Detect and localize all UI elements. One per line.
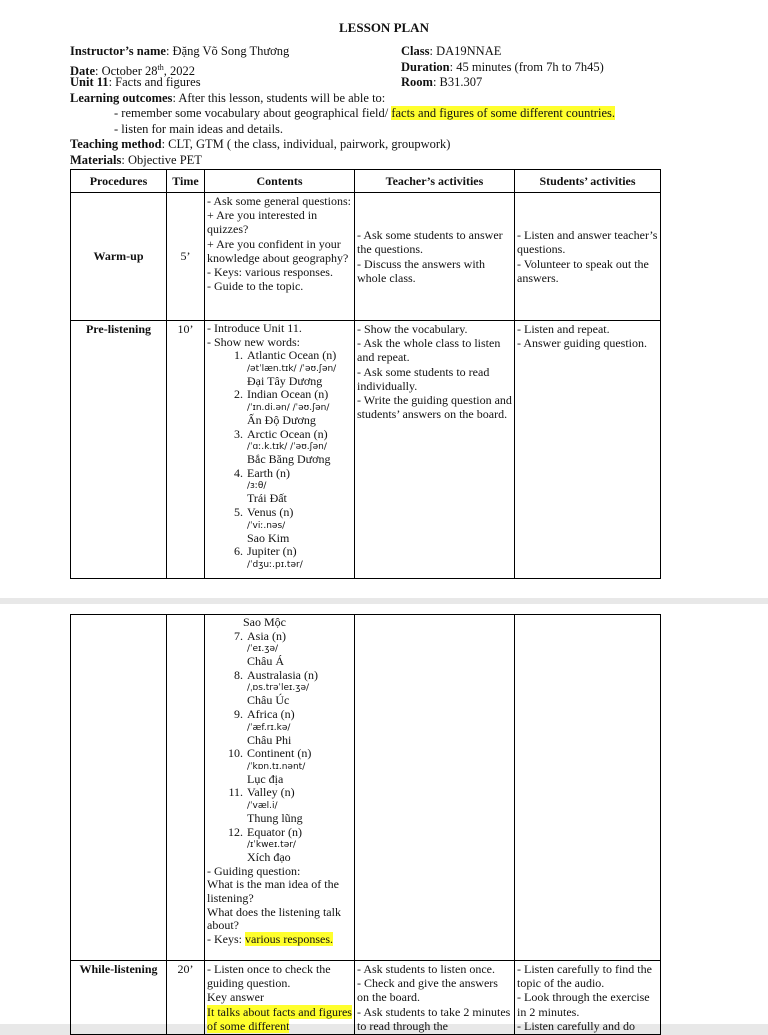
vocab-vietnamese: Ấn Độ Dương [247,412,316,427]
vocab-item [207,388,352,427]
vocab-item [207,506,352,545]
vocab-vietnamese: Đại Tây Dương [247,373,323,388]
warmup-time: 5’ [167,193,205,321]
vocab-item [207,545,352,571]
keys-line: - Keys: various responses. [207,931,333,946]
vocab-item [207,467,352,506]
prelistening-contents-cont: Sao Mộc 7. Asia (n) /ˈeɪ.ʒə/ Châu Á 8. Australasia (n) /ˌɒs.trəˈleɪ.ʒə/ Châu Úc 9. Africa (n) /ˈæf.rɪ.kə/ Châu Phi 10. Continent (n) /ˈkɒn.tɪ.nənt/ Lục địa 11. Valley (n) /ˈvæl.i/ Thung lũng 12. Equator (n) /ɪˈkweɪ.tər/ Xích đạo - Guiding question: What is the man idea of the listening? What does the listening talk about? - Keys: various responses. [205,615,355,961]
instructor-line: Instructor’s name: Đặng Võ Song Thương [70,44,290,58]
header-contents: Contents [205,170,355,193]
date-line: Date: October 28th, 2022 [70,62,195,78]
vocab-vietnamese: Châu Á [247,654,284,669]
prelistening-time: 10’ [167,321,205,579]
warmup-teacher: - Ask some students to answer the questions. - Discuss the answers with whole class. [355,193,515,321]
table-row-prelistening-cont [71,615,661,961]
vocab-number: 10. [228,746,243,761]
warmup-procedure: Warm-up [71,193,167,321]
vocab-number: 8. [234,667,243,682]
prelistening-students: - Listen and repeat. - Answer guiding question. [515,321,661,579]
vocab-word: Valley (n) [247,785,295,800]
vocab-ipa: /ˈviː.nəs/ [247,520,286,531]
vocab-word: Arctic Ocean (n) [247,426,328,441]
header-teacher: Teacher’s activities [355,170,515,193]
lesson-table-page-1 [70,169,661,579]
vocab-ipa: /ˈkɒn.tɪ.nənt/ [247,761,306,772]
vocab-item [207,630,352,669]
vocab-ipa: /ˈvæl.i/ [247,800,278,811]
duration-line: Duration: 45 minutes (from 7h to 7h45) [401,59,604,74]
vocab-item [207,786,352,825]
unit-line: Unit 11: Facts and figures [70,75,201,89]
header-time: Time [167,170,205,193]
vocab-word: Jupiter (n) [247,544,297,559]
vocab-ipa: /ˌɒs.trəˈleɪ.ʒə/ [247,683,310,694]
outcomes-line: Learning outcomes: After this lesson, students will be able to: [70,90,386,105]
vocab-number: 6. [234,544,243,559]
page-title: LESSON PLAN [339,20,429,35]
class-line: Class: DA19NNAE [401,44,502,58]
vocab-item [207,826,352,865]
vocab-number: 1. [234,348,243,363]
outcome-1: - remember some vocabulary about geographical field/ facts and figures of some different countries. [114,106,615,120]
vocab-word: Venus (n) [247,504,294,519]
table-header-row [71,170,661,193]
vocab-word: Continent (n) [247,746,312,761]
vocab-ipa: /ˈæf.rɪ.kə/ [247,722,291,733]
vocab-number: 11. [228,785,243,800]
vocab-ipa: /ɜːθ/ [247,481,267,492]
vocab-vietnamese: Trái Đất [247,491,287,506]
whilelistening-time: 20’ [167,961,205,1035]
header-students: Students’ activities [515,170,661,193]
vocab-item [207,747,352,786]
vocab-number: 2. [234,387,243,402]
vocab-number: 5. [234,504,243,519]
vocab-word: Africa (n) [247,706,295,721]
vocab-ipa: /ɪˈkweɪ.tər/ [247,840,296,851]
whilelistening-teacher: - Ask students to listen once. - Check and give the answers on the board. - Ask students to take 2 minutes to read through the [355,961,515,1035]
warmup-contents: - Ask some general questions: + Are you interested in quizzes? + Are you confident in your knowledge about geography? - Keys: various responses. - Guide to the topic. [205,193,355,321]
vocab-ipa: /ˈɑː.k.tɪk/ /ˈəʊ.ʃən/ [247,442,327,453]
whilelistening-students: - Listen carefully to find the topic of the audio. - Look through the exercise in 2 minutes. - Listen carefully and do [515,961,661,1035]
vocab-word: Indian Ocean (n) [247,387,329,402]
vocab-ipa: /ətˈlæn.tɪk/ /ˈəʊ.ʃən/ [247,363,337,374]
prelistening-contents: - Introduce Unit 11. - Show new words: 1. Atlantic Ocean (n) /ətˈlæn.tɪk/ /ˈəʊ.ʃən/ Đại Tây Dương 2. Indian Ocean (n) /ˈɪn.di.ən/ /ˈəʊ.ʃən/ Ấn Độ Dương 3. Arctic Ocean (n) /ˈɑː.k.tɪk/ /ˈəʊ.ʃən/ Bắc Băng Dương 4. Earth (n) /ɜːθ/ Trái Đất 5. Venus (n) /ˈviː.nəs/ Sao Kim 6. Jupiter (n) /ˈdʒuː.pɪ.tər/ [205,321,355,579]
vocab-number: 12. [228,824,243,839]
vocab-number: 9. [234,706,243,721]
vocab-word: Earth (n) [247,465,290,480]
whilelistening-contents: - Listen once to check the guiding question. Key answer It talks about facts and figures of some different [205,961,355,1035]
vocab-item [207,669,352,708]
table-row-warmup [71,193,661,321]
vocab-vietnamese: Xích đạo [247,850,291,865]
method-line: Teaching method: CLT, GTM ( the class, individual, pairwork, groupwork) [70,137,451,151]
vocab-vietnamese: Châu Phi [247,732,292,747]
vocab-ipa: /ˈeɪ.ʒə/ [247,644,279,655]
table-row-prelistening [71,321,661,579]
room-line: Room: B31.307 [401,75,483,89]
document-page-2 [0,604,768,1033]
lesson-table-page-2 [70,614,661,1035]
vocab-ipa: /ˈdʒuː.pɪ.tər/ [247,559,303,570]
prelistening-procedure: Pre-listening [71,321,167,579]
vocab-item [207,428,352,467]
outcome-2: - listen for main ideas and details. [114,121,284,136]
vocab-vn-cont: Sao Mộc [243,615,286,629]
table-row-whilelistening [71,961,661,1035]
vocab-number: 4. [234,465,243,480]
vocab-vietnamese: Bắc Băng Dương [247,452,331,467]
vocab-word: Equator (n) [247,824,302,839]
vocab-item [207,708,352,747]
materials-line: Materials: Objective PET [70,152,202,167]
header-procedures: Procedures [71,170,167,193]
vocab-number: 3. [234,426,243,441]
warmup-students: - Listen and answer teacher’s questions. - Volunteer to speak out the answers. [515,193,661,321]
vocab-vietnamese: Châu Úc [247,693,290,708]
vocab-number: 7. [234,628,243,643]
vocab-word: Asia (n) [247,628,286,643]
vocab-vietnamese: Lục địa [247,771,284,786]
vocab-ipa: /ˈɪn.di.ən/ /ˈəʊ.ʃən/ [247,402,330,413]
prelistening-teacher: - Show the vocabulary. - Ask the whole class to listen and repeat. - Ask some students to read individually. - Write the guiding question and students’ answers on the board. [355,321,515,579]
whilelistening-procedure: While-listening [71,961,167,1035]
vocab-item [207,349,352,388]
vocab-vietnamese: Thung lũng [247,810,303,825]
vocab-word: Atlantic Ocean (n) [247,348,337,363]
vocab-vietnamese: Sao Kim [247,530,290,545]
vocab-word: Australasia (n) [247,667,318,682]
